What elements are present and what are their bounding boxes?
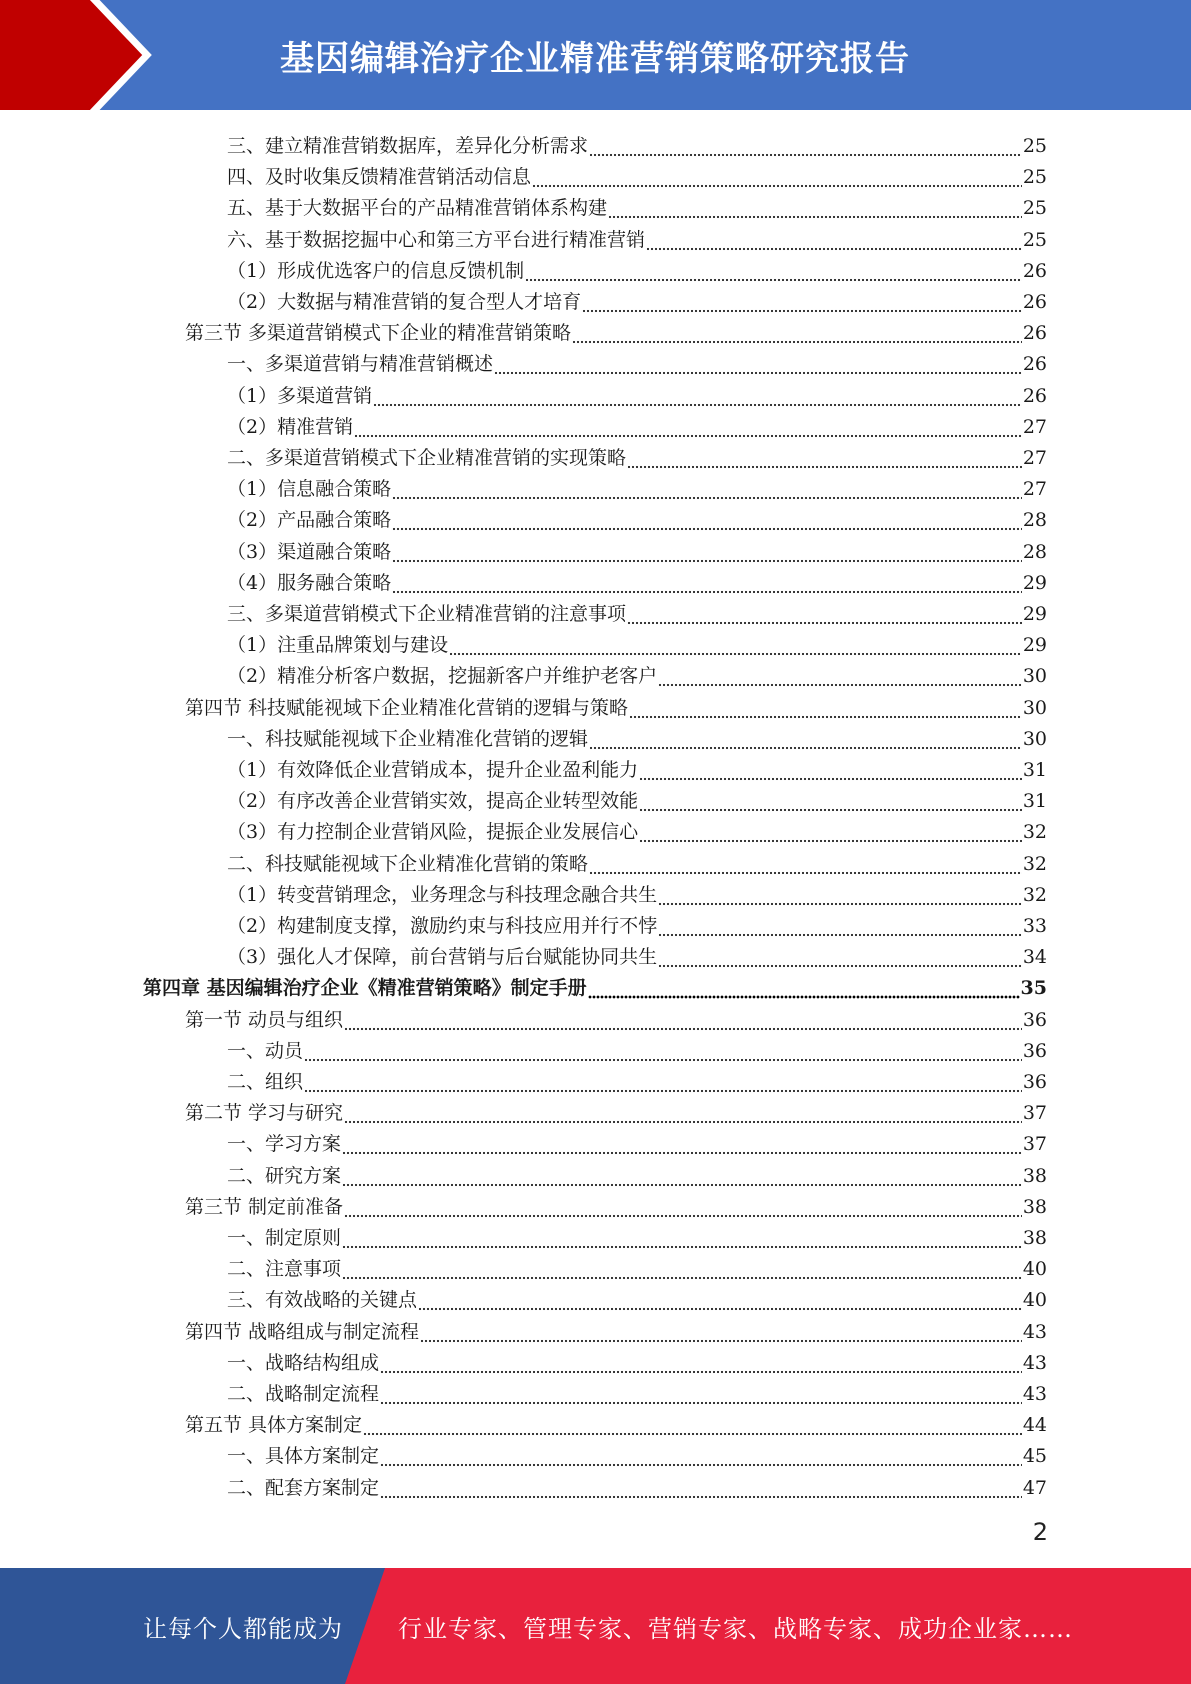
toc-entry-title: 四、及时收集反馈精准营销活动信息: [227, 166, 532, 189]
toc-entry[interactable]: [227, 782, 1047, 813]
toc-entry[interactable]: [227, 470, 1047, 501]
toc-entry-page: 32: [1022, 883, 1047, 906]
toc-entry-page: 26: [1022, 259, 1047, 282]
toc-entry-page: 38: [1022, 1195, 1047, 1218]
toc-entry[interactable]: [227, 158, 1047, 189]
toc-entry-page: 43: [1022, 1383, 1047, 1405]
toc-entry[interactable]: [185, 1094, 1047, 1125]
toc-entry-page: 27: [1022, 478, 1047, 501]
toc-entry-page: 43: [1022, 1320, 1047, 1343]
toc-entry-title: 第二节 学习与研究: [185, 1102, 344, 1125]
toc-entry[interactable]: [227, 252, 1047, 283]
toc-entry-page: 31: [1022, 759, 1047, 781]
toc-dot-leader: [532, 165, 1022, 189]
toc-entry[interactable]: [227, 720, 1047, 751]
toc-entry-title: （3）渠道融合策略: [227, 540, 392, 563]
toc-entry-title: 一、具体方案制定: [227, 1445, 380, 1468]
toc-dot-leader: [380, 1444, 1022, 1468]
toc-entry[interactable]: [227, 1469, 1047, 1500]
toc-dot-leader: [658, 945, 1022, 969]
toc-entry-page: 25: [1022, 135, 1047, 157]
toc-entry-title: （1）多渠道营销: [227, 384, 373, 407]
toc-entry[interactable]: [227, 283, 1047, 314]
toc-entry[interactable]: [227, 533, 1047, 564]
toc-entry-title: （1）信息融合策略: [227, 478, 392, 501]
toc-entry[interactable]: [227, 1157, 1047, 1188]
toc-dot-leader: [380, 1351, 1022, 1375]
toc-entry-title: 五、基于大数据平台的产品精准营销体系构建: [227, 197, 608, 220]
toc-entry-title: （2）产品融合策略: [227, 509, 392, 532]
toc-entry-page: 45: [1022, 1445, 1047, 1468]
toc-entry[interactable]: [185, 1001, 1047, 1032]
toc-entry-title: 二、注意事项: [227, 1258, 342, 1281]
toc-entry-title: 二、配套方案制定: [227, 1476, 380, 1499]
toc-entry-page: 43: [1022, 1351, 1047, 1374]
toc-dot-leader: [572, 321, 1022, 345]
footer-slogan-left: 让每个人都能成为: [143, 1614, 343, 1643]
toc-entry-page: 30: [1022, 696, 1047, 719]
toc-entry[interactable]: [227, 1375, 1047, 1406]
toc-dot-leader: [392, 477, 1022, 501]
toc-entry-page: 27: [1022, 447, 1047, 469]
toc-entry[interactable]: [227, 813, 1047, 844]
toc-dot-leader: [582, 290, 1022, 314]
toc-dot-leader: [627, 602, 1022, 626]
toc-entry-title: （1）转变营销理念，业务理念与科技理念融合共生: [227, 883, 658, 906]
toc-dot-leader: [342, 1164, 1022, 1188]
toc-dot-leader: [342, 1257, 1022, 1281]
toc-entry-title: 二、组织: [227, 1071, 304, 1093]
toc-dot-leader: [392, 508, 1022, 532]
toc-entry-page: 32: [1022, 852, 1047, 875]
toc-entry-title: （2）精准分析客户数据，挖掘新客户并维护老客户: [227, 665, 658, 688]
toc-entry-title: （3）有力控制企业营销风险，提振企业发展信心: [227, 821, 639, 844]
toc-entry[interactable]: [227, 626, 1047, 657]
toc-entry-title: 三、有效战略的关键点: [227, 1289, 418, 1312]
toc-dot-leader: [380, 1382, 1022, 1406]
toc-entry-page: 29: [1022, 571, 1047, 594]
toc-entry-page: 28: [1022, 509, 1047, 532]
toc-dot-leader: [342, 1132, 1022, 1156]
toc-entry-title: （2）构建制度支撑，激励约束与科技应用并行不悖: [227, 915, 658, 937]
toc-entry[interactable]: [185, 689, 1047, 720]
toc-entry-page: 26: [1022, 384, 1047, 407]
toc-entry-page: 33: [1022, 915, 1047, 937]
toc-dot-leader: [639, 789, 1022, 813]
toc-entry-page: 31: [1022, 790, 1047, 813]
toc-entry[interactable]: [227, 1250, 1047, 1281]
toc-dot-leader: [418, 1288, 1022, 1312]
toc-entry-page: 47: [1022, 1476, 1047, 1499]
toc-entry-title: 三、建立精准营销数据库，差异化分析需求: [227, 135, 589, 157]
toc-entry-title: 二、科技赋能视域下企业精准化营销的策略: [227, 852, 589, 875]
toc-entry[interactable]: [227, 221, 1047, 252]
toc-entry-title: 第三节 制定前准备: [185, 1195, 344, 1218]
page-footer: [0, 1568, 1191, 1684]
toc-entry-page: 38: [1022, 1227, 1047, 1249]
toc-entry-page: 38: [1022, 1164, 1047, 1187]
toc-entry-title: 一、科技赋能视域下企业精准化营销的逻辑: [227, 727, 589, 750]
toc-entry-title: 一、动员: [227, 1039, 304, 1062]
toc-entry-page: 27: [1022, 415, 1047, 438]
toc-entry-title: 第四章 基因编辑治疗企业《精准营销策略》制定手册: [143, 977, 587, 1000]
toc-entry[interactable]: [227, 127, 1047, 158]
toc-dot-leader: [304, 1070, 1022, 1094]
toc-entry-title: 第四节 科技赋能视域下企业精准化营销的逻辑与策略: [185, 696, 629, 719]
toc-entry[interactable]: [227, 1437, 1047, 1468]
toc-entry[interactable]: [227, 1125, 1047, 1156]
toc-entry-title: 二、战略制定流程: [227, 1383, 380, 1405]
toc-entry[interactable]: [227, 1032, 1047, 1063]
toc-entry-title: 二、研究方案: [227, 1164, 342, 1187]
toc-entry-title: 一、学习方案: [227, 1133, 342, 1156]
toc-entry-title: 一、制定原则: [227, 1227, 342, 1249]
toc-entry-page: 29: [1022, 603, 1047, 625]
toc-entry[interactable]: [227, 564, 1047, 595]
toc-entry-title: 一、多渠道营销与精准营销概述: [227, 353, 494, 376]
toc-entry[interactable]: [227, 345, 1047, 376]
toc-entry-page: 36: [1022, 1039, 1047, 1062]
toc-entry-title: 六、基于数据挖掘中心和第三方平台进行精准营销: [227, 228, 646, 251]
page-header: [0, 0, 1191, 110]
toc-entry[interactable]: [227, 595, 1047, 626]
toc-entry[interactable]: [143, 969, 1047, 1000]
toc-entry-title: 第四节 战略组成与制定流程: [185, 1320, 420, 1343]
toc-entry[interactable]: [227, 1344, 1047, 1375]
toc-entry[interactable]: [227, 408, 1047, 439]
toc-entry-page: 44: [1022, 1414, 1047, 1437]
toc-dot-leader: [344, 1008, 1022, 1032]
toc-dot-leader: [449, 633, 1022, 657]
toc-dot-leader: [589, 852, 1022, 876]
toc-entry-title: （1）有效降低企业营销成本，提升企业盈利能力: [227, 759, 639, 781]
toc-entry-title: （1）形成优选客户的信息反馈机制: [227, 259, 525, 282]
toc-entry-title: （2）有序改善企业营销实效，提高企业转型效能: [227, 790, 639, 813]
toc-entry-page: 37: [1022, 1133, 1047, 1156]
toc-entry[interactable]: [227, 1281, 1047, 1312]
toc-entry[interactable]: [227, 845, 1047, 876]
toc-dot-leader: [344, 1101, 1022, 1125]
toc-dot-leader: [639, 758, 1022, 782]
toc-entry-page: 26: [1022, 291, 1047, 313]
toc-dot-leader: [629, 696, 1022, 720]
toc-entry-title: 第三节 多渠道营销模式下企业的精准营销策略: [185, 322, 572, 345]
toc-entry-title: （2）大数据与精准营销的复合型人才培育: [227, 291, 582, 313]
toc-entry-page: 28: [1022, 540, 1047, 563]
toc-entry-title: （3）强化人才保障，前台营销与后台赋能协同共生: [227, 946, 658, 969]
toc-entry-page: 30: [1022, 665, 1047, 688]
toc-dot-leader: [354, 415, 1022, 439]
toc-entry-title: 第五节 具体方案制定: [185, 1414, 363, 1437]
toc-dot-leader: [342, 1226, 1022, 1250]
toc-dot-leader: [380, 1476, 1022, 1500]
toc-entry-page: 36: [1022, 1071, 1047, 1093]
toc-entry[interactable]: [185, 1313, 1047, 1344]
toc-entry[interactable]: [185, 1406, 1047, 1437]
toc-dot-leader: [646, 228, 1022, 252]
toc-dot-leader: [494, 352, 1022, 376]
toc-entry-title: 第一节 动员与组织: [185, 1008, 344, 1031]
toc-entry[interactable]: [227, 751, 1047, 782]
toc-entry[interactable]: [185, 1188, 1047, 1219]
toc-dot-leader: [420, 1320, 1022, 1344]
toc-entry[interactable]: [227, 189, 1047, 220]
toc-entry-title: 二、多渠道营销模式下企业精准营销的实现策略: [227, 447, 627, 469]
toc-entry[interactable]: [227, 657, 1047, 688]
toc-entry[interactable]: [227, 938, 1047, 969]
toc-entry[interactable]: [185, 314, 1047, 345]
toc-entry[interactable]: [227, 501, 1047, 532]
toc-dot-leader: [658, 914, 1022, 938]
document-title: 基因编辑治疗企业精准营销策略研究报告: [280, 38, 910, 79]
toc-entry-page: 32: [1022, 821, 1047, 844]
toc-dot-leader: [608, 196, 1022, 220]
toc-dot-leader: [392, 571, 1022, 595]
toc-entry-page: 29: [1022, 634, 1047, 657]
toc-entry-page: 25: [1022, 166, 1047, 189]
toc-entry[interactable]: [227, 377, 1047, 408]
toc-entry[interactable]: [227, 1063, 1047, 1094]
toc-dot-leader: [639, 820, 1022, 844]
toc-dot-leader: [627, 446, 1022, 470]
toc-entry-page: 37: [1022, 1102, 1047, 1125]
toc-entry-page: 40: [1022, 1289, 1047, 1312]
toc-entry-title: 三、多渠道营销模式下企业精准营销的注意事项: [227, 603, 627, 625]
toc-entry-title: （2）精准营销: [227, 415, 354, 438]
toc-entry-title: （1）注重品牌策划与建设: [227, 634, 449, 657]
toc-dot-leader: [525, 259, 1022, 283]
toc-dot-leader: [589, 727, 1022, 751]
toc-dot-leader: [373, 384, 1022, 408]
toc-dot-leader: [588, 976, 1020, 1000]
toc-entry-title: 一、战略结构组成: [227, 1351, 380, 1374]
footer-slogan-right: 行业专家、管理专家、营销专家、战略专家、成功企业家……: [398, 1614, 1073, 1643]
toc-entry-page: 34: [1022, 946, 1047, 969]
toc-entry-page: 30: [1022, 727, 1047, 750]
toc-entry-page: 35: [1020, 977, 1047, 1000]
toc-dot-leader: [344, 1195, 1022, 1219]
toc-entry-title: （4）服务融合策略: [227, 571, 392, 594]
toc-entry[interactable]: [227, 876, 1047, 907]
toc-dot-leader: [363, 1413, 1022, 1437]
page-number: 2: [1032, 1518, 1048, 1546]
toc-entry-page: 36: [1022, 1008, 1047, 1031]
toc-entry-page: 25: [1022, 197, 1047, 220]
toc-dot-leader: [392, 540, 1022, 564]
toc-entry[interactable]: [227, 1219, 1047, 1250]
toc-entry-page: 40: [1022, 1258, 1047, 1281]
header-red-arrow: [0, 0, 150, 110]
toc-entry[interactable]: [227, 907, 1047, 938]
toc-entry[interactable]: [227, 439, 1047, 470]
toc-entry-page: 26: [1022, 322, 1047, 345]
toc-dot-leader: [658, 664, 1022, 688]
toc-dot-leader: [658, 883, 1022, 907]
toc-entry-page: 26: [1022, 353, 1047, 376]
toc-dot-leader: [304, 1039, 1022, 1063]
toc-dot-leader: [589, 134, 1022, 158]
toc-entry-page: 25: [1022, 228, 1047, 251]
